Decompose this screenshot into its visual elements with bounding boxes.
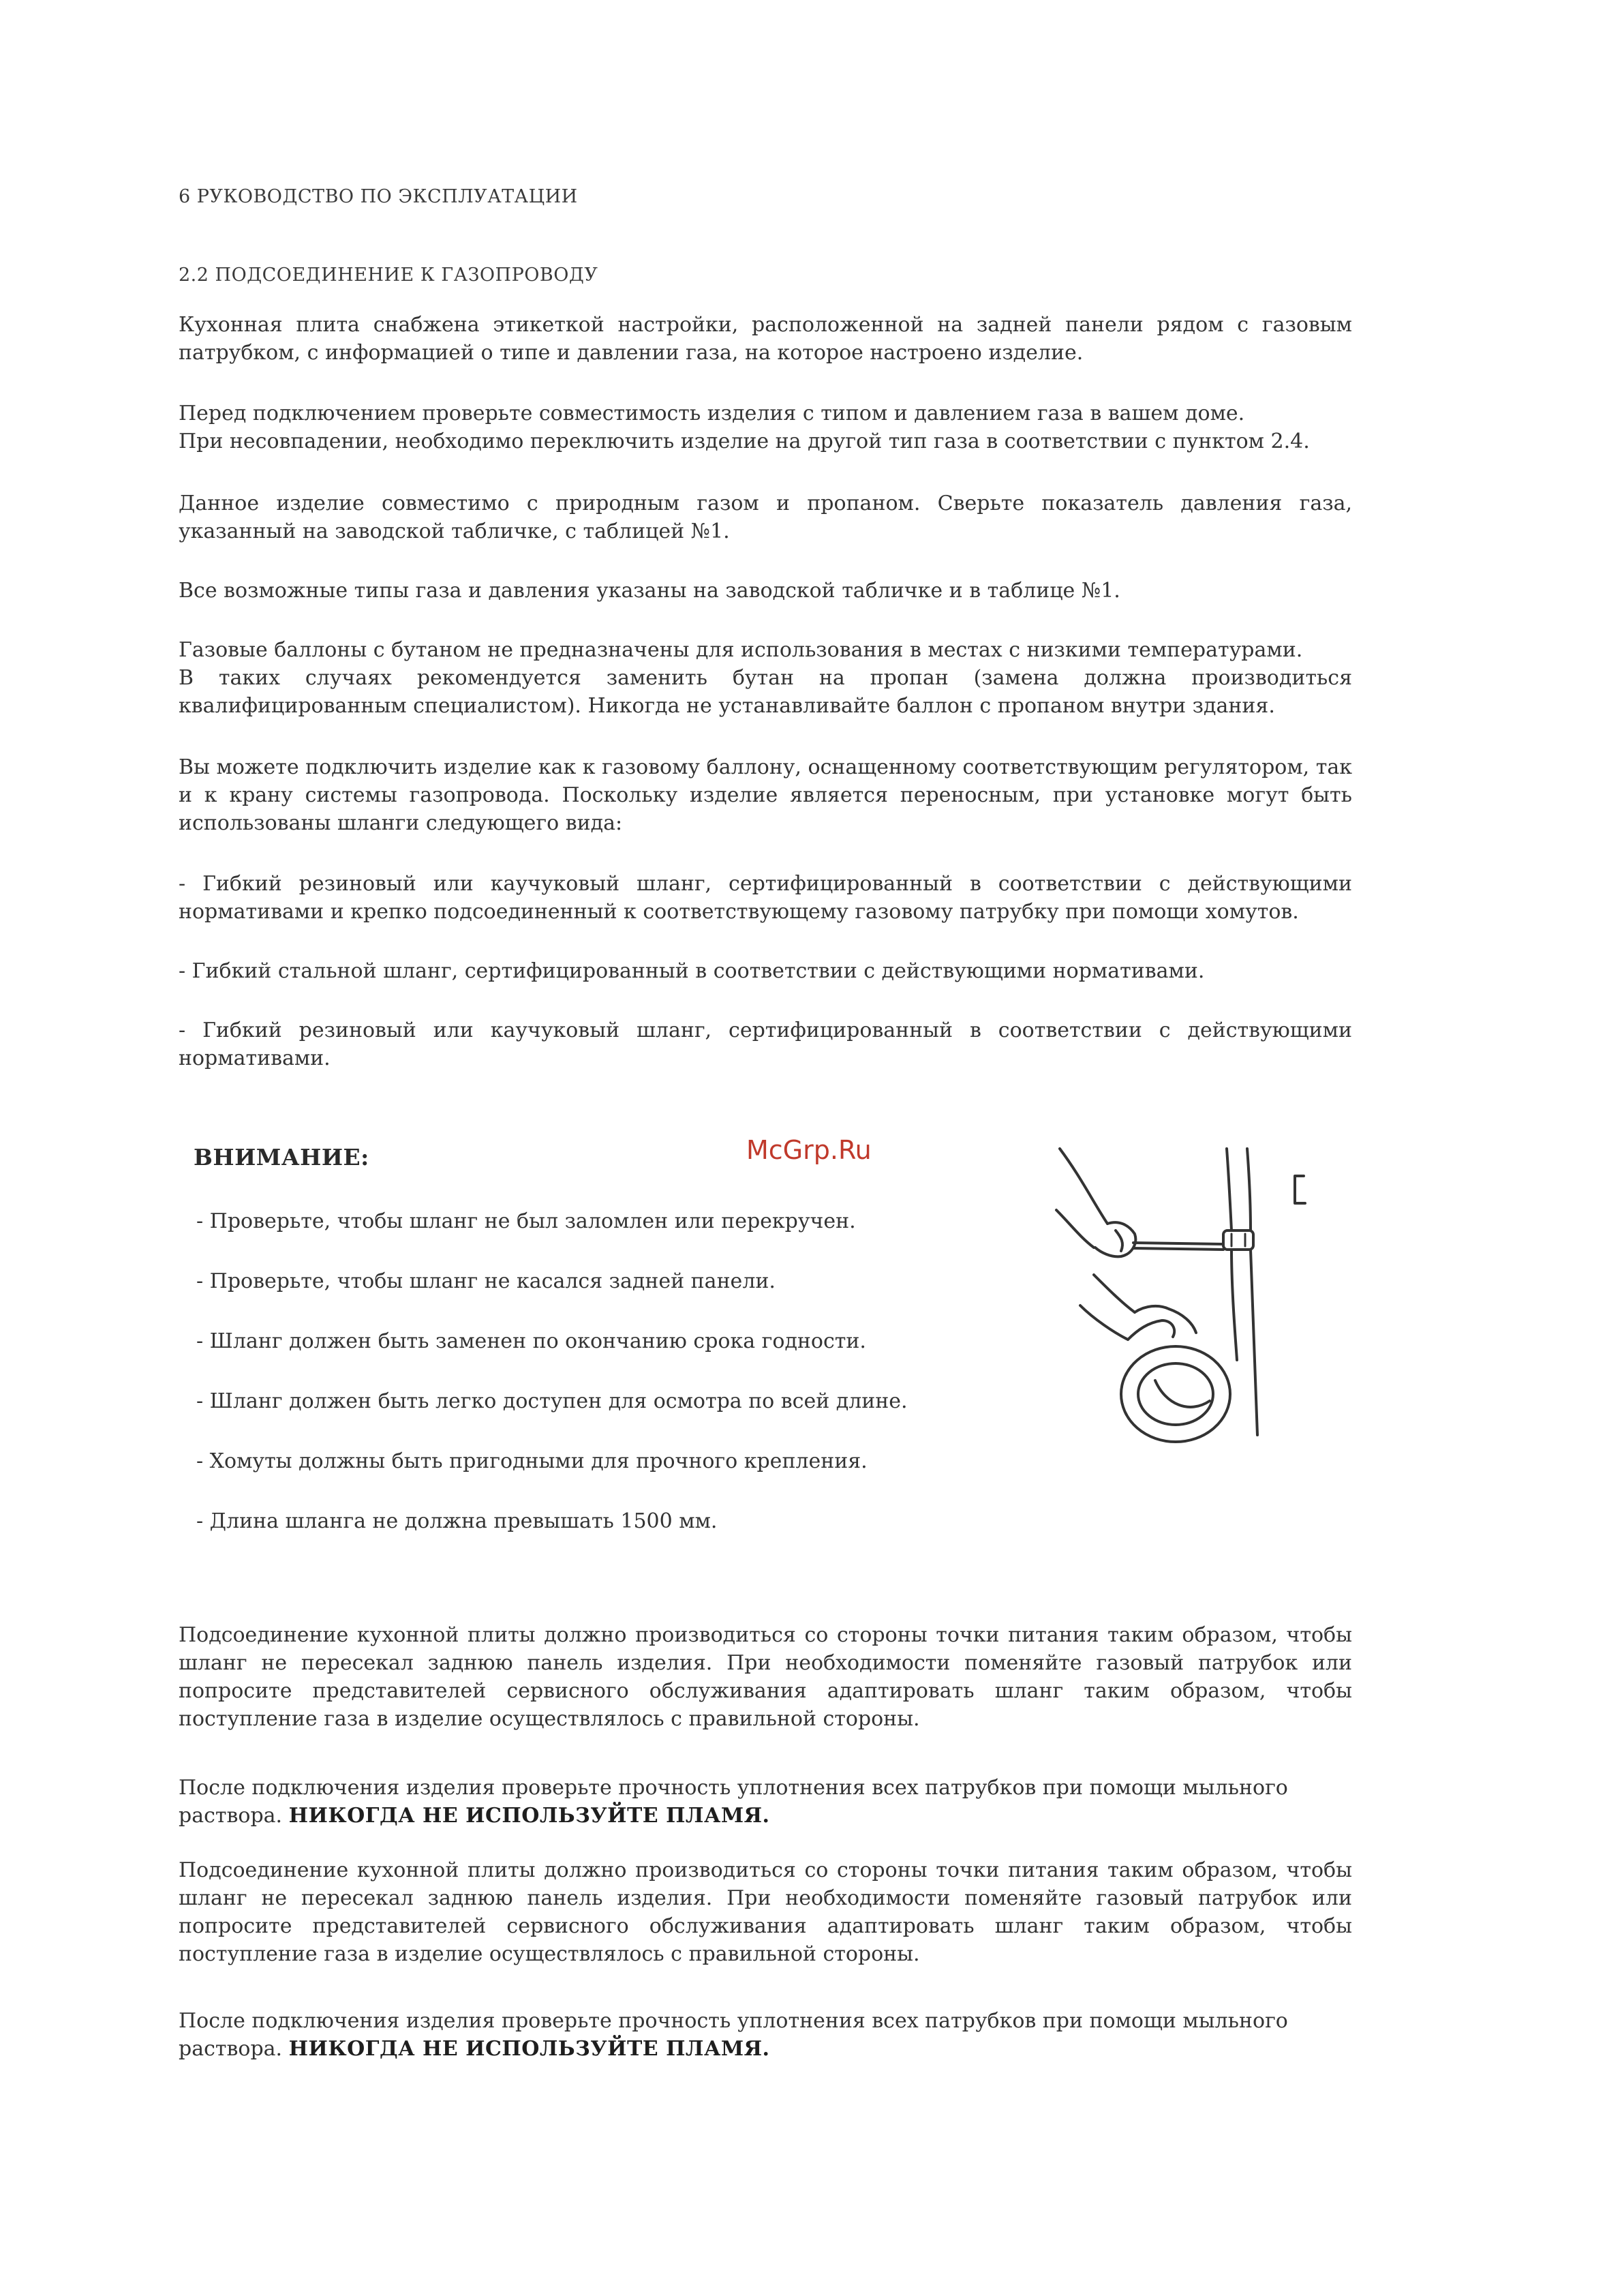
paragraph-propane: В таких случаях рекомендуется заменить бутан на пропан (замена должна производиться квалифицированным специалистом). Никогда не устанавливайте баллон с пропаном внутри здания.: [179, 666, 1352, 718]
paragraph-compatibility-check: Перед подключением проверьте совместимость изделия с типом и давлением газа в вашем доме.: [179, 402, 1245, 425]
paragraph-hose-rubber: - Гибкий резиновый или каучуковый шланг, сертифицированный в соответствии с действующими нормативами.: [179, 1018, 1352, 1070]
paragraph-connection-side-repeat: Подсоединение кухонной плиты должно производиться со стороны точки питания таким образом, чтобы шланг не пересекал заднюю панель изделия. При необходимости поменяйте газовый патрубок или попросите представителей сервисного обслуживания адаптировать шланг таким образом, чтобы поступление газа в изделие осуществлялось с правильной стороны.: [179, 1858, 1352, 1966]
leak-check-warning: НИКОГДА НЕ ИСПОЛЬЗУЙТЕ ПЛАМЯ.: [288, 2037, 770, 2061]
warning-item: - Шланг должен быть заменен по окончанию срока годности.: [196, 1329, 866, 1353]
paragraph-hose-types-intro: Вы можете подключить изделие как к газовому баллону, оснащенному соответствующим регулятором, так и к крану системы газопровода. Поскольку изделие является переносным, при установке могут быть использованы шланги следующего вида:: [179, 755, 1352, 835]
paragraph-table-reference: Все возможные типы газа и давления указаны на заводской табличке и в таблице №1.: [179, 579, 1120, 603]
warning-item: - Шланг должен быть легко доступен для осмотра по всей длине.: [196, 1389, 908, 1413]
warning-item: - Длина шланга не должна превышать 1500 мм.: [196, 1509, 718, 1533]
paragraph-butane: Газовые баллоны с бутаном не предназначены для использования в местах с низкими температурами.: [179, 638, 1303, 662]
paragraph-label-info: Кухонная плита снабжена этикеткой настройки, расположенной на задней панели рядом с газовым патрубком, с информацией о типе и давлении газа, на которое настроено изделие.: [179, 313, 1352, 365]
leak-check-warning: НИКОГДА НЕ ИСПОЛЬЗУЙТЕ ПЛАМЯ.: [288, 1804, 770, 1828]
warning-item: - Проверьте, чтобы шланг не был заломлен или перекручен.: [196, 1209, 856, 1233]
warning-item: - Проверьте, чтобы шланг не касался задней панели.: [196, 1269, 776, 1293]
leak-check-text: После подключения изделия проверьте прочность уплотнения всех патрубков при помощи мыльного раствора.: [179, 2009, 1288, 2061]
subsection-header: 2.2 ПОДСОЕДИНЕНИЕ К ГАЗОПРОВОДУ: [179, 265, 598, 286]
paragraph-connection-side: Подсоединение кухонной плиты должно производиться со стороны точки питания таким образом, чтобы шланг не пересекал заднюю панель изделия. При необходимости поменяйте газовый патрубок или попросите представителей сервисного обслуживания адаптировать шланг таким образом, чтобы поступление газа в изделие осуществлялось с правильной стороны.: [179, 1623, 1352, 1731]
watermark: McGrp.Ru: [746, 1135, 872, 1165]
paragraph-leak-check: [179, 1774, 1352, 1830]
paragraph-leak-check-repeat: [179, 2007, 1352, 2063]
hose-clamp-illustration: [1053, 1135, 1326, 1462]
paragraph-hose-steel: - Гибкий стальной шланг, сертифицированный в соответствии с действующими нормативами.: [179, 959, 1205, 983]
paragraph-mismatch: При несовпадении, необходимо переключить изделие на другой тип газа в соответствии с пунктом 2.4.: [179, 429, 1310, 453]
leak-check-text: После подключения изделия проверьте прочность уплотнения всех патрубков при помощи мыльного раствора.: [179, 1776, 1288, 1828]
warning-item: - Хомуты должны быть пригодными для прочного крепления.: [196, 1449, 868, 1473]
paragraph-hose-rubber-clamps: - Гибкий резиновый или каучуковый шланг, сертифицированный в соответствии с действующими нормативами и крепко подсоединенный к соответствующему газовому патрубку при помощи хомутов.: [179, 872, 1352, 924]
section-header: 6 РУКОВОДСТВО ПО ЭКСПЛУАТАЦИИ: [179, 186, 578, 207]
paragraph-gas-types: Данное изделие совместимо с природным газом и пропаном. Сверьте показатель давления газа, указанный на заводской табличке, с таблицей №1.: [179, 492, 1352, 543]
warning-title: ВНИМАНИЕ:: [194, 1144, 369, 1170]
